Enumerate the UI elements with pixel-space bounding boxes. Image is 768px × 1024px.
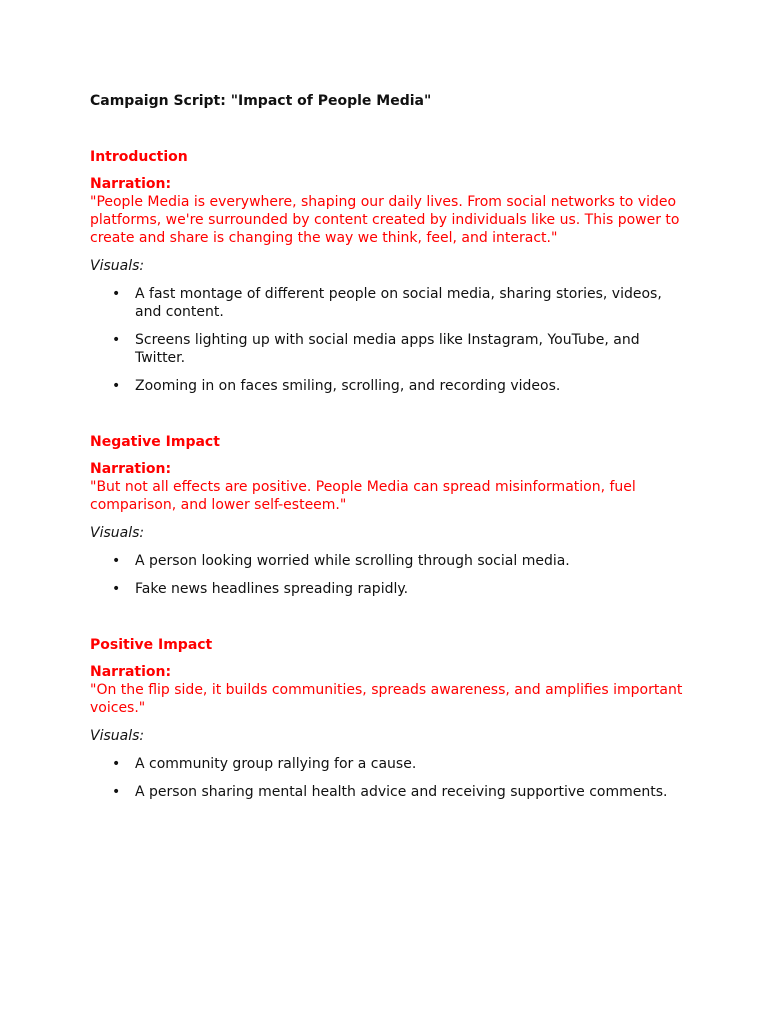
list-item [90, 552, 675, 570]
list-item-text: Fake news headlines spreading rapidly. [135, 581, 409, 597]
section-heading: Negative Impact [90, 434, 220, 450]
bullet-icon: • [112, 553, 121, 569]
narration-label: Narration: [90, 664, 172, 680]
bullet-icon: • [112, 332, 121, 348]
section-positive-impact [90, 636, 690, 801]
narration-text: "People Media is everywhere, shaping our daily lives. From social networks to video platforms, we're surrounded by content created by individuals like us. This power to create and share is changing the way we think, feel, and interact." [90, 194, 680, 246]
narration-text: "But not all effects are positive. People Media can spread misinformation, fuel comparison, and lower self-esteem." [90, 479, 636, 513]
narration-text: "On the flip side, it builds communities, spreads awareness, and amplifies important voices." [90, 682, 683, 716]
narration-label: Narration: [90, 461, 172, 477]
list-item [90, 285, 675, 321]
list-item-text: A community group rallying for a cause. [135, 756, 417, 772]
document-body [90, 91, 690, 839]
bullet-icon: • [112, 756, 121, 772]
list-item-text: Screens lighting up with social media apps like Instagram, YouTube, and Twitter. [135, 332, 640, 366]
list-item-text: A person looking worried while scrolling through social media. [135, 553, 570, 569]
list-item [90, 783, 675, 801]
visuals-label: Visuals: [90, 728, 145, 744]
bullet-icon: • [112, 784, 121, 800]
section-negative-impact [90, 433, 690, 598]
visuals-label: Visuals: [90, 258, 145, 274]
list-item-text: A fast montage of different people on social media, sharing stories, videos, and content. [135, 286, 662, 320]
visuals-list [90, 285, 690, 395]
list-item [90, 755, 675, 773]
bullet-icon: • [112, 378, 121, 394]
list-item [90, 580, 675, 598]
document-title: Campaign Script: "Impact of People Media" [90, 93, 432, 109]
bullet-icon: • [112, 581, 121, 597]
section-heading: Introduction [90, 149, 188, 165]
visuals-list [90, 552, 690, 598]
narration-label: Narration: [90, 176, 172, 192]
list-item-text: A person sharing mental health advice and receiving supportive comments. [135, 784, 668, 800]
list-item [90, 331, 675, 367]
list-item-text: Zooming in on faces smiling, scrolling, and recording videos. [135, 378, 561, 394]
list-item [90, 377, 675, 395]
section-introduction [90, 148, 690, 395]
section-heading: Positive Impact [90, 637, 213, 653]
visuals-label: Visuals: [90, 525, 145, 541]
visuals-list [90, 755, 690, 801]
bullet-icon: • [112, 286, 121, 302]
